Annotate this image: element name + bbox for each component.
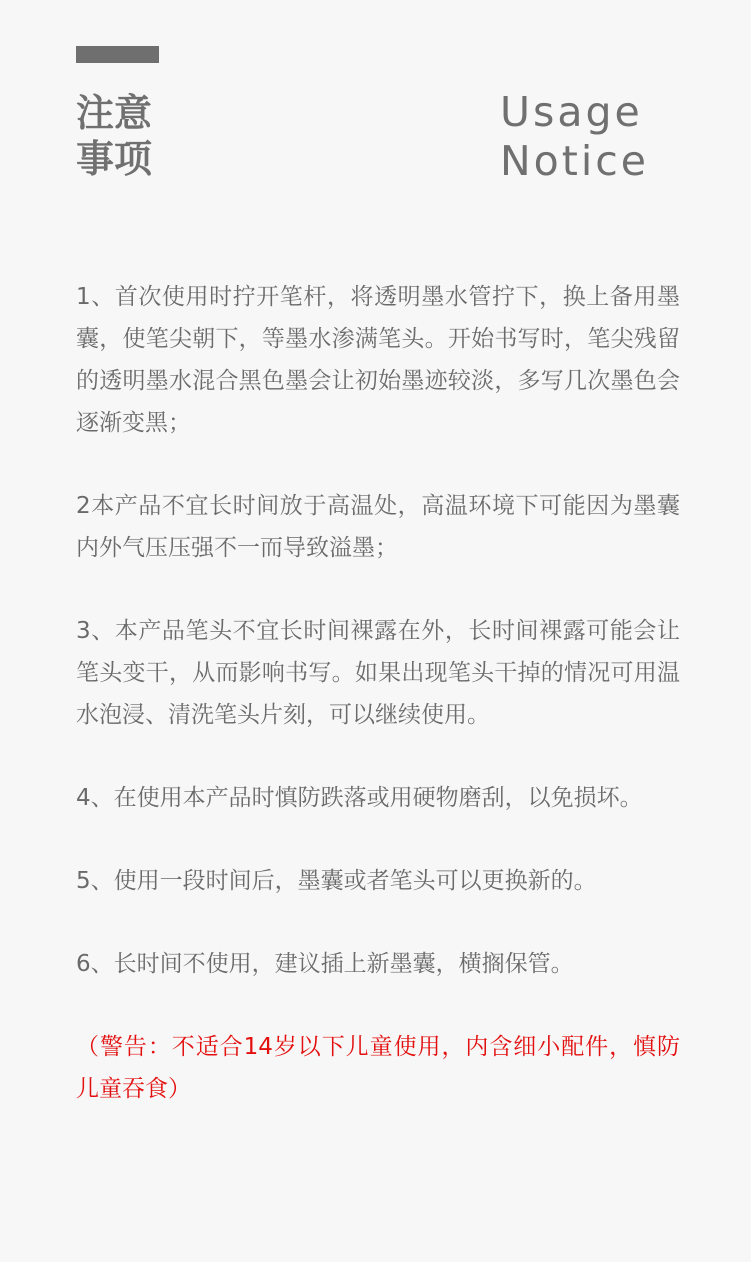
title-cn-line1: 注意 <box>76 91 153 135</box>
notice-item-2: 2本产品不宜长时间放于高温处，高温环境下可能因为墨囊内外气压压强不一而导致溢墨； <box>76 493 680 561</box>
notice-list <box>76 276 680 1151</box>
title-en-line2: Notice <box>500 137 649 185</box>
notice-item-6: 6、长时间不使用，建议插上新墨囊，横搁保管。 <box>76 951 574 977</box>
title-chinese <box>76 90 152 182</box>
notice-item-4: 4、在使用本产品时慎防跌落或用硬物磨刮，以免损坏。 <box>76 785 643 811</box>
warning-text: （警告：不适合14岁以下儿童使用，内含细小配件，慎防儿童吞食） <box>76 1034 680 1102</box>
accent-bar <box>76 46 159 63</box>
title-cn-line2: 事项 <box>76 137 153 181</box>
title-english <box>500 88 649 186</box>
title-en-line1: Usage <box>500 88 643 136</box>
notice-item-1: 1、首次使用时拧开笔杆，将透明墨水管拧下，换上备用墨囊，使笔尖朝下，等墨水渗满笔头。开始书写时，笔尖残留的透明墨水混合黑色墨会让初始墨迹较淡，多写几次墨色会逐渐变黑； <box>76 284 680 436</box>
notice-item-5: 5、使用一段时间后，墨囊或者笔头可以更换新的。 <box>76 868 597 894</box>
notice-item-3: 3、本产品笔头不宜长时间裸露在外，长时间裸露可能会让笔头变干，从而影响书写。如果出现笔头干掉的情况可用温水泡浸、清洗笔头片刻，可以继续使用。 <box>76 618 680 728</box>
